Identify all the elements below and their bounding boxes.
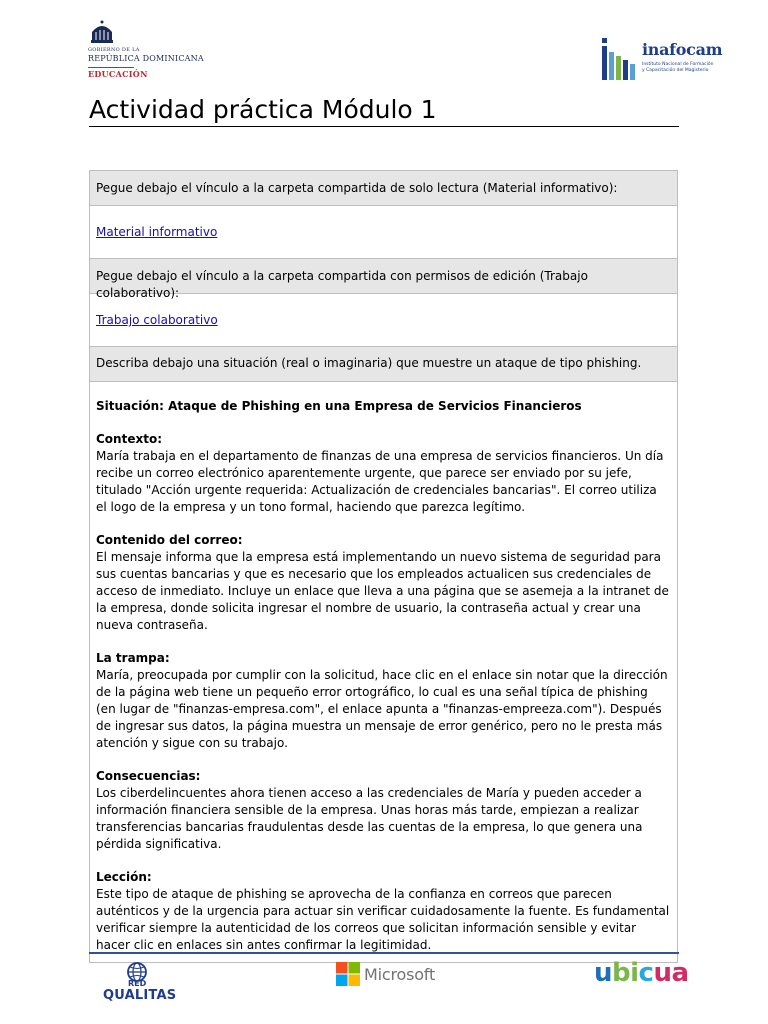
section-contexto [96,431,671,516]
inafocam-bars-icon [600,38,636,80]
section-heading: Contenido del correo: [96,533,243,547]
inafocam-sub-line1: Instituto Nacional de Formación [642,62,714,67]
gov-logo-line2: REPÚBLICA DOMINICANA [88,54,204,63]
prompt-row-read-only [90,171,677,206]
ubicua-part-4: ua [653,958,689,988]
prompt-row-phishing [90,347,677,382]
trabajo-colaborativo-link[interactable]: Trabajo colaborativo [96,313,218,327]
situation-title: Situación: Ataque de Phishing en una Empresa de Servicios Financieros [96,399,582,413]
inafocam-logo [600,38,723,82]
prompt-read-only-text: Pegue debajo el vínculo a la carpeta compartida de solo lectura (Material informativo): [96,181,618,195]
section-heading: Lección: [96,870,152,884]
section-consecuencias [96,768,671,853]
gov-logo-line1: GOBIERNO DE LA [88,47,140,53]
ubicua-part-3: c [638,958,654,988]
prompt-edit-text: Pegue debajo el vínculo a la carpeta compartida con permisos de edición (Trabajo colaborativo): [96,269,588,300]
footer-divider [89,952,679,954]
inafocam-sub-line2: y Capacitación del Magisterio [642,68,709,73]
page-title: Actividad práctica Módulo 1 [89,95,437,124]
section-heading: La trampa: [96,651,170,665]
ubicua-logo [594,960,689,986]
section-body: Los ciberdelincuentes ahora tienen acceso a las credenciales de María y pueden acceder a información financiera sensible de la empresa. Unas horas más tarde, empiezan a realizar transferencias bancarias fraudulentas desde las cuentas de la empresa, lo que genera una pérdida significativa. [96,786,643,851]
section-body: María, preocupada por cumplir con la solicitud, hace clic en el enlace sin notar que la dirección de la página web tiene un pequeño error ortográfico, lo cual es una señal típica de phishing (en lugar de "finanzas-empresa.com", el enlace apunta a "finanzas-empreeza.com"). Después de ingresar sus datos, la página muestra un mensaje de error genérico, pero no le presta más atención y sigue con su trabajo. [96,668,668,750]
link-row-material [90,206,677,259]
gobierno-logo [88,18,218,84]
qualitas-name: QUALITAS [103,988,177,1003]
title-underline [89,126,679,127]
qualitas-red-text: RED [128,979,147,988]
section-contenido-correo [96,532,671,634]
ubicua-part-2: bi [612,958,639,988]
inafocam-name: inafocam [642,40,723,59]
inafocam-subtitle [642,62,722,74]
ubicua-part-1: u [594,958,613,988]
prompt-phishing-text: Describa debajo una situación (real o imaginaria) que muestre un ataque de tipo phishing. [96,356,642,370]
microsoft-name: Microsoft [364,965,436,984]
material-informativo-link[interactable]: Material informativo [96,225,218,239]
page-header [0,0,768,90]
activity-table [89,170,678,963]
section-body: Este tipo de ataque de phishing se aprovecha de la confianza en correos que parecen auténticos y de la urgencia para actuar sin verificar cuidadosamente la fuente. Es fundamental verificar siempre la autenticidad de los correos que solicitan información sensible y evitar hacer clic en enlaces sin antes confirmar la legitimidad. [96,887,670,952]
section-body: María trabaja en el departamento de finanzas de una empresa de servicios financieros. Un día recibe un correo electrónico aparentemente urgente, que parece ser enviado por su jefe, titulado "Acción urgente requerida: Actualización de credenciales bancarias". El correo utiliza el logo de la empresa y un tono formal, haciendo que parezca legítimo. [96,449,664,514]
section-leccion [96,869,671,954]
microsoft-windows-icon [336,962,360,986]
section-la-trampa [96,650,671,752]
prompt-row-edit [90,259,677,300]
national-emblem-icon [88,18,116,46]
phishing-situation-content [90,382,677,962]
red-qualitas-logo [100,962,180,1004]
gov-logo-line3: EDUCACIÓN [88,69,148,79]
microsoft-logo [336,962,436,988]
gov-logo-divider [88,67,134,68]
section-heading: Consecuencias: [96,769,201,783]
section-heading: Contexto: [96,432,162,446]
section-body: El mensaje informa que la empresa está implementando un nuevo sistema de seguridad para sus cuentas bancarias y que es necesario que los empleados actualicen sus credenciales de acceso de inmediato. Incluye un enlace que lleva a una página que se asemeja a la intranet de la empresa, donde solicita ingresar el nombre de usuario, la contraseña actual y crear una nueva contraseña. [96,550,669,632]
